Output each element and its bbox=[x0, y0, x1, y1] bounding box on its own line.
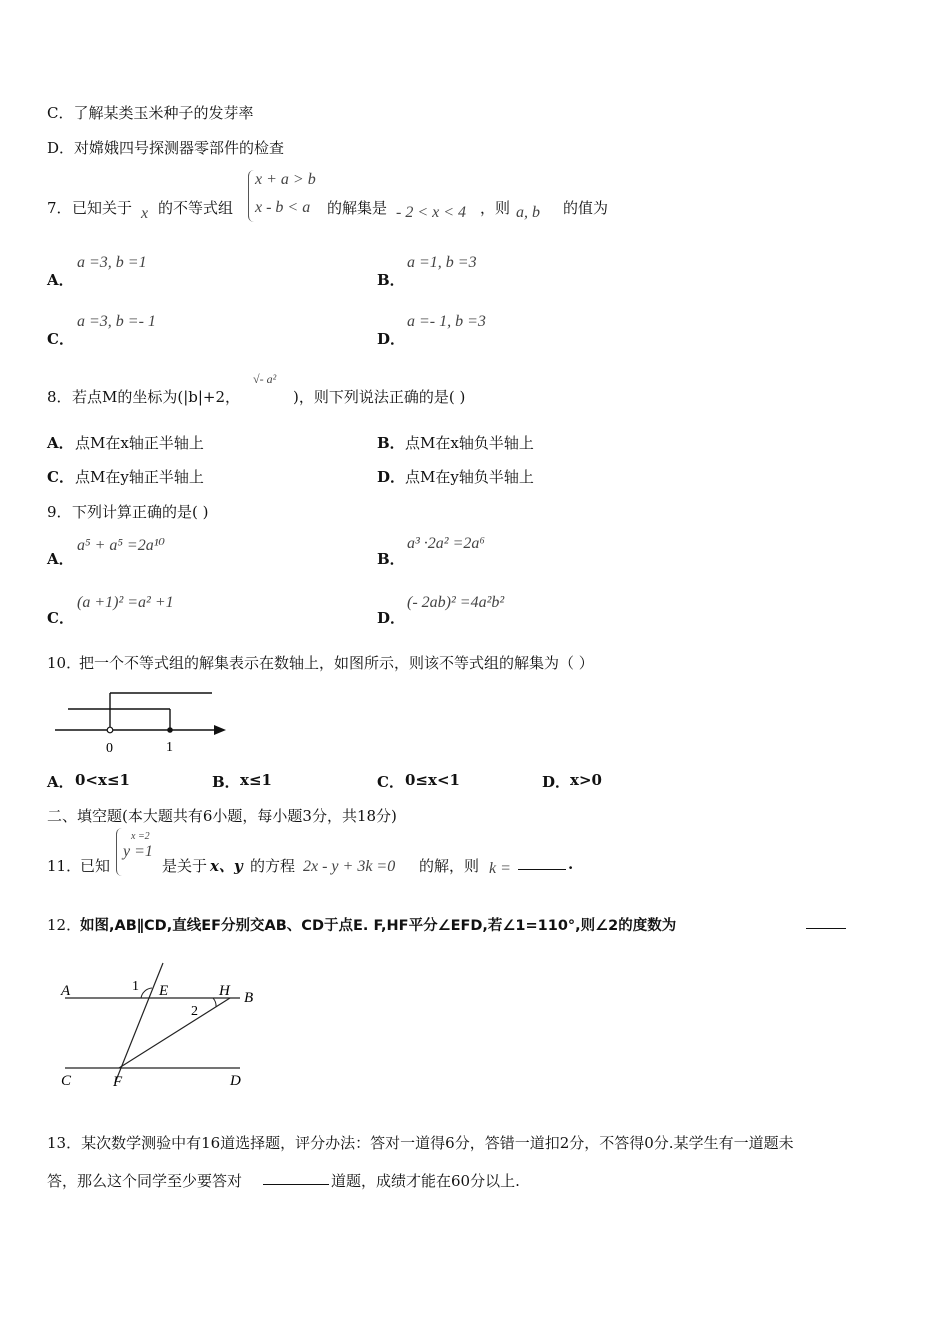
q9-option-d: (- 2ab)² =4a²b² bbox=[407, 594, 505, 611]
q11-text-3: 的方程 bbox=[250, 857, 296, 875]
q7-vars: a, b bbox=[516, 204, 540, 221]
q8-option-d-letter: D． bbox=[377, 468, 406, 486]
q7-ineq-2: x - b < a bbox=[255, 199, 311, 216]
number-line-figure bbox=[50, 685, 235, 757]
parallel-lines-figure bbox=[55, 955, 255, 1095]
q7-ineq-1: x + a > b bbox=[255, 171, 316, 188]
q10-number: 10． bbox=[47, 654, 82, 672]
q13-line-2b: 道题，成绩才能在60分以上. bbox=[331, 1172, 520, 1190]
label-e: E bbox=[159, 983, 169, 999]
q11-brace bbox=[116, 828, 122, 876]
q13-line-1: 13．某次数学测验中有16道选择题，评分办法：答对一道得6分，答错一道扣2分，不答得0分.某学生有一道题未 bbox=[47, 1134, 794, 1152]
q9-number: 9． bbox=[47, 503, 72, 521]
q11-k: k = bbox=[489, 860, 511, 877]
q9-option-c-letter: C． bbox=[47, 609, 74, 627]
q7-option-a: a =3, b =1 bbox=[77, 254, 147, 271]
q8-option-b-letter: B． bbox=[377, 434, 405, 452]
label-angle-2: 2 bbox=[191, 1004, 198, 1019]
q11-vars: x、y bbox=[210, 857, 243, 875]
q10-text: 把一个不等式组的解集表示在数轴上，如图所示，则该不等式组的解集为（ ） bbox=[79, 654, 594, 672]
label-h: H bbox=[219, 983, 230, 999]
q11-equation: 2x - y + 3k =0 bbox=[303, 858, 396, 875]
q11-number: 11． bbox=[47, 857, 82, 875]
q7-text-4: ，则 bbox=[480, 199, 511, 217]
q8-sqrt: √- a² bbox=[253, 372, 277, 386]
q9-option-a: a⁵ + a⁵ =2a¹⁰ bbox=[77, 537, 165, 554]
q12-answer-blank[interactable] bbox=[806, 914, 846, 933]
q9-option-d-letter: D． bbox=[377, 609, 406, 627]
q10-option-a: 0<x≤1 bbox=[75, 771, 130, 789]
tick-label-0: 0 bbox=[106, 741, 113, 756]
q8-option-c: 点M在y轴正半轴上 bbox=[75, 468, 204, 486]
q7-brace bbox=[248, 170, 255, 222]
q7-option-d: a =- 1, b =3 bbox=[407, 313, 486, 330]
line-fh bbox=[119, 998, 230, 1068]
q7-text-3: 的解集是 bbox=[327, 199, 388, 217]
angle-2-arc bbox=[213, 998, 216, 1007]
q11-answer-blank[interactable] bbox=[518, 855, 566, 874]
q9-option-c: (a +1)² =a² +1 bbox=[77, 594, 174, 611]
q11-text-4: 的解，则 bbox=[419, 857, 480, 875]
q11-system-x: x =2 bbox=[131, 831, 150, 842]
closed-dot-one bbox=[167, 727, 173, 733]
label-b: B bbox=[244, 990, 254, 1006]
q12-text: 如图,AB∥CD,直线EF分别交AB、CD于点E. F,HF平分∠EFD,若∠1=110°,则∠2的度数为 bbox=[80, 918, 677, 934]
label-angle-1: 1 bbox=[132, 979, 139, 994]
q7-text-5: 的值为 bbox=[563, 199, 609, 217]
q9-option-b-letter: B． bbox=[377, 550, 405, 568]
q6-option-d: D．对嫦娥四号探测器零部件的检查 bbox=[47, 139, 285, 157]
q10-option-b-letter: B． bbox=[212, 773, 240, 791]
q11-end: . bbox=[568, 855, 574, 873]
label-f: F bbox=[113, 1074, 123, 1090]
q6-option-c: C．了解某类玉米种子的发芽率 bbox=[47, 104, 254, 122]
q10-option-a-letter: A． bbox=[47, 773, 74, 791]
q7-var-x: x bbox=[141, 205, 149, 222]
q11-text-1: 已知 bbox=[80, 857, 111, 875]
q8-text-1: 若点M的坐标为(|b|+2， bbox=[72, 388, 241, 406]
q8-number: 8． bbox=[47, 388, 72, 406]
q8-option-a: 点M在x轴正半轴上 bbox=[75, 434, 204, 452]
q10-option-c: 0≤x<1 bbox=[405, 771, 460, 789]
q13-line-2a: 答，那么这个同学至少要答对 bbox=[47, 1172, 243, 1190]
q13-answer-blank[interactable] bbox=[263, 1170, 329, 1189]
q9-option-b: a³ ·2a² =2a⁶ bbox=[407, 535, 485, 552]
q7-option-c: a =3, b =- 1 bbox=[77, 313, 156, 330]
q8-option-a-letter: A． bbox=[47, 434, 74, 452]
q7-option-d-letter: D． bbox=[377, 330, 406, 348]
q11-system-y: y =1 bbox=[123, 843, 153, 860]
q7-text-1: 已知关于 bbox=[72, 199, 133, 217]
line-ef bbox=[115, 963, 163, 1083]
label-c: C bbox=[61, 1073, 72, 1089]
q8-option-b: 点M在x轴负半轴上 bbox=[405, 434, 534, 452]
q11-text-2: 是关于 bbox=[162, 857, 208, 875]
label-a: A bbox=[61, 983, 71, 999]
q7-option-b-letter: B． bbox=[377, 271, 405, 289]
q8-option-d: 点M在y轴负半轴上 bbox=[405, 468, 534, 486]
q8-option-c-letter: C． bbox=[47, 468, 74, 486]
q10-option-c-letter: C． bbox=[377, 773, 404, 791]
q7-option-c-letter: C． bbox=[47, 330, 74, 348]
number-line-arrow bbox=[214, 725, 226, 735]
section-2-title: 二、填空题(本大题共有6小题，每小题3分，共18分) bbox=[47, 807, 397, 825]
q7-text-2: 的不等式组 bbox=[158, 199, 234, 217]
angle-1-arc bbox=[141, 988, 152, 998]
q8-text-2: )，则下列说法正确的是( ) bbox=[293, 388, 466, 406]
q10-option-d: x>0 bbox=[570, 771, 602, 789]
label-d: D bbox=[230, 1073, 241, 1089]
q7-number: 7． bbox=[47, 199, 72, 217]
q7-option-a-letter: A． bbox=[47, 271, 74, 289]
q12-number: 12． bbox=[47, 916, 82, 934]
q7-option-b: a =1, b =3 bbox=[407, 254, 477, 271]
tick-label-1: 1 bbox=[166, 740, 173, 755]
open-dot-zero bbox=[107, 727, 113, 733]
q9-text: 下列计算正确的是( ) bbox=[72, 503, 209, 521]
q10-option-b: x≤1 bbox=[240, 771, 272, 789]
q10-option-d-letter: D． bbox=[542, 773, 571, 791]
q7-solution: - 2 < x < 4 bbox=[396, 204, 467, 221]
q9-option-a-letter: A． bbox=[47, 550, 74, 568]
